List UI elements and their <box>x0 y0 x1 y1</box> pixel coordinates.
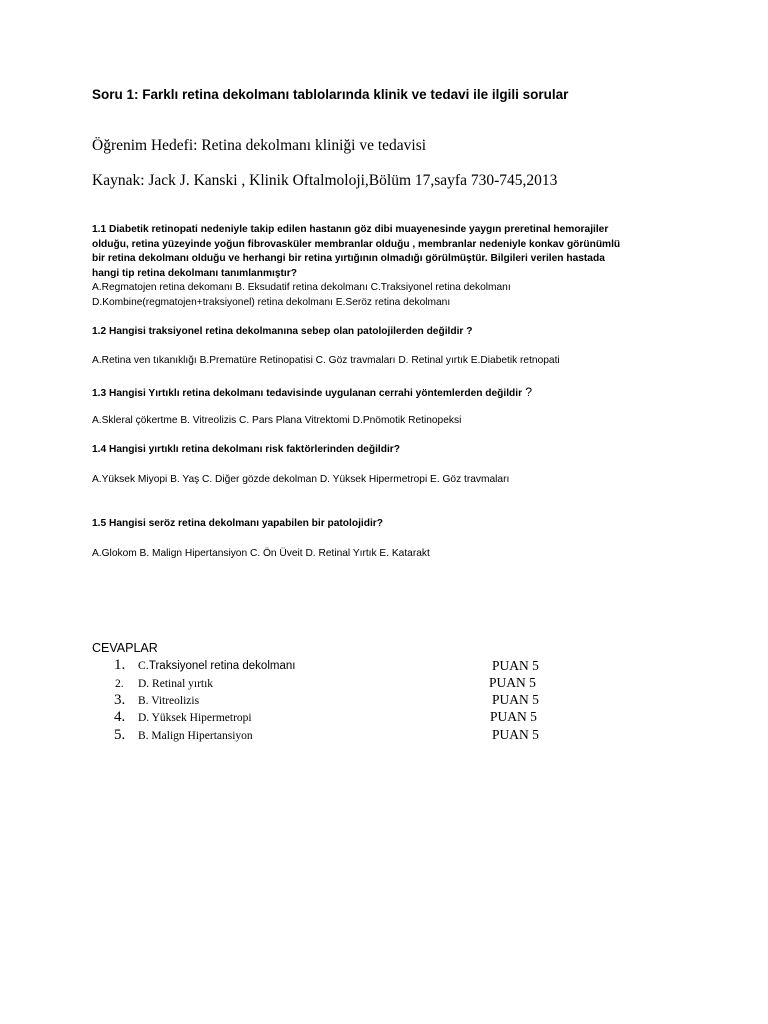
question-1-2-stem: 1.2 Hangisi traksiyonel retina dekolmanına sebep olan patolojilerden değildir ? <box>92 326 473 337</box>
question-1-2-options: A.Retina ven tıkanıklığı B.Prematüre Retinopatisi C. Göz travmaları D. Retinal yırtık E.Diabetik retnopati <box>92 355 560 366</box>
question-1-3-options: A.Skleral çökertme B. Vitreolizis C. Pars Plana Vitrektomi D.Pnömotik Retinopeksi <box>92 415 462 426</box>
question-1-4-stem: 1.4 Hangisi yırtıklı retina dekolmanı risk faktörlerinden değildir? <box>92 444 400 455</box>
source-reference: Kaynak: Jack J. Kanski , Klinik Oftalmoloji,Bölüm 17,sayfa 730-745,2013 <box>92 172 558 189</box>
answer-points: PUAN 5 <box>492 727 539 742</box>
page-title: Soru 1: Farklı retina dekolmanı tablolarında klinik ve tedavi ile ilgili sorular <box>92 87 569 102</box>
answer-number: 1. <box>114 657 126 673</box>
question-stem-line: bir retina dekolmanı olduğu ve herhangi bir retina yırtığının olmadığı görülmüştür. Bilgileri verilen hastada <box>92 253 605 265</box>
answer-text: B. Malign Hipertansiyon <box>138 730 253 742</box>
answer-text: C.Traksiyonel retina dekolmanı <box>138 660 296 672</box>
question-1-4-options: A.Yüksek Miyopi B. Yaş C. Diğer gözde dekolman D. Yüksek Hipermetropi E. Göz travmaları <box>92 474 510 485</box>
question-1-5-stem: 1.5 Hangisi seröz retina dekolmanı yapabilen bir patolojidir? <box>92 518 383 529</box>
answer-text: B. Vitreolizis <box>138 695 200 707</box>
answer-points: PUAN 5 <box>492 692 539 707</box>
question-mark: ? <box>522 385 533 399</box>
answers-heading: CEVAPLAR <box>92 641 158 655</box>
answer-number: 4. <box>114 709 126 725</box>
question-stem-text: 1.3 Hangisi Yırtıklı retina dekolmanı tedavisinde uygulanan cerrahi yöntemlerden değildir <box>92 388 523 399</box>
question-1-3-stem <box>92 385 532 399</box>
learning-objective: Öğrenim Hedefi: Retina dekolmanı kliniği ve tedavisi <box>92 137 427 154</box>
question-stem-line: hangi tip retina dekolmanı tanımlanmıştır? <box>92 267 297 279</box>
answer-text: D. Yüksek Hipermetropi <box>138 712 252 724</box>
answer-text: D. Retinal yırtık <box>138 678 214 690</box>
question-stem-line: 1.1 Diabetik retinopati nedeniyle takip edilen hastanın göz dibi muayenesinde yaygın preretinal hemorajiler <box>92 224 609 235</box>
question-1-5-options: A.Glokom B. Malign Hipertansiyon C. Ön Üveit D. Retinal Yırtık E. Katarakt <box>92 548 430 559</box>
question-stem-line: olduğu, retina yüzeyinde yoğun fibrovasküler membranlar olduğu , membranlar nedeniyle konkav görünümlü <box>92 238 621 250</box>
question-options-line: D.Kombine(regmatojen+traksiyonel) retina dekolmanı E.Seröz retina dekolmanı <box>92 296 451 308</box>
question-1-1 <box>92 223 682 311</box>
answer-number: 5. <box>114 727 126 743</box>
answer-number: 3. <box>114 692 126 708</box>
question-options-line: A.Regmatojen retina dekomanı B. Eksudatif retina dekolmanı C.Traksiyonel retina dekolmanı <box>92 282 511 294</box>
answer-text-rest: .Traksiyonel retina dekolmanı <box>145 660 296 672</box>
answer-points: PUAN 5 <box>492 658 539 673</box>
answer-number: 2. <box>115 678 124 690</box>
answer-points: PUAN 5 <box>490 709 537 724</box>
answer-points: PUAN 5 <box>489 675 536 690</box>
